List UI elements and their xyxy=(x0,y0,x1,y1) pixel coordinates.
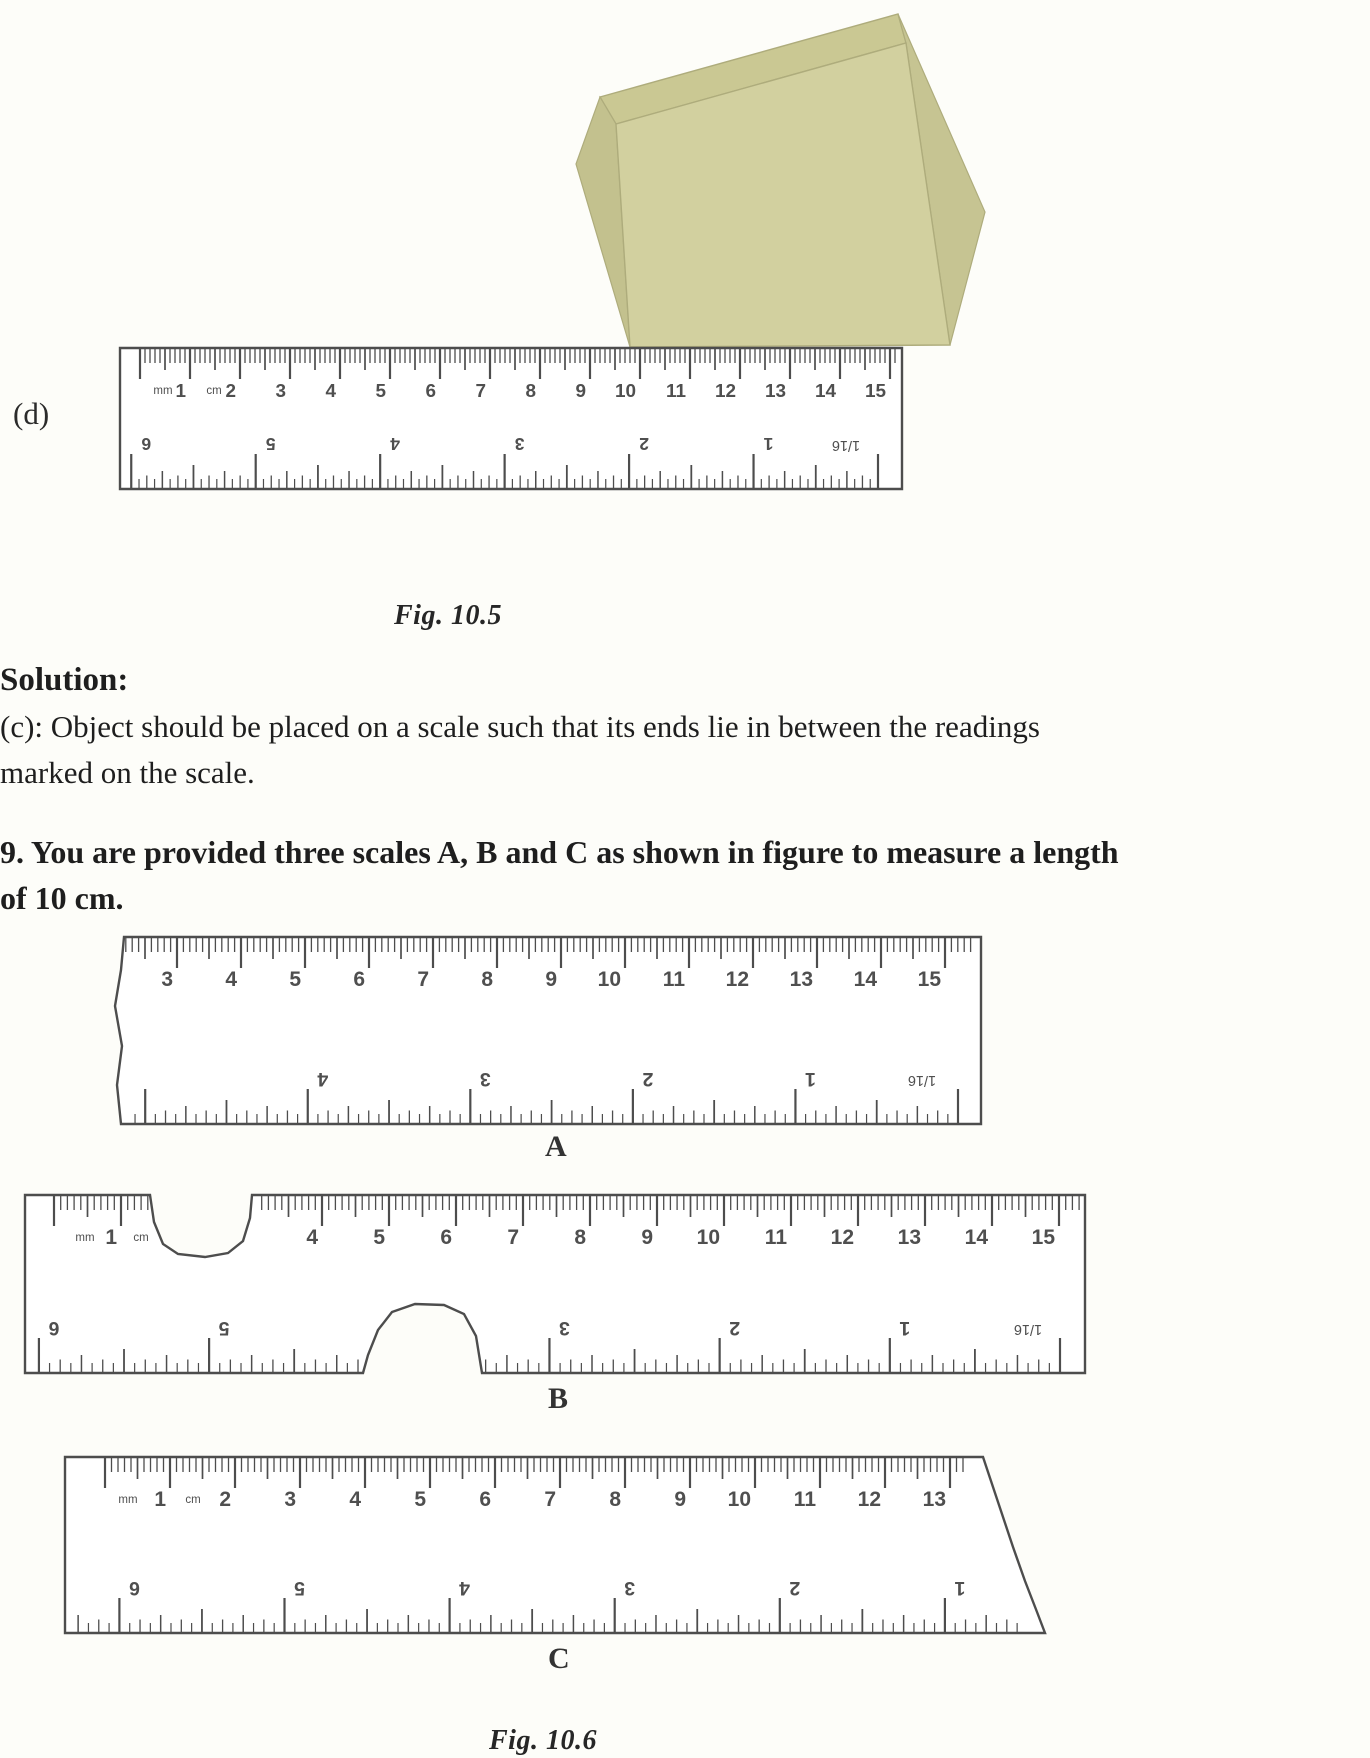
cm-number: 7 xyxy=(507,1226,519,1249)
cm-number: 4 xyxy=(325,381,336,402)
cm-number: 15 xyxy=(1031,1226,1055,1249)
solution-text-line1: (c): Object should be placed on a scale such that its ends lie in between the readings xyxy=(0,709,1040,744)
cm-number: 7 xyxy=(417,968,429,991)
cube-illustration xyxy=(540,0,1010,355)
cm-number: 15 xyxy=(917,968,941,991)
inch-number: 4 xyxy=(390,434,401,454)
cm-number: 9 xyxy=(674,1488,686,1511)
inch-number: 2 xyxy=(729,1317,741,1339)
panel-label-d: (d) xyxy=(13,396,50,431)
cm-number: 9 xyxy=(641,1226,653,1249)
cm-number: 9 xyxy=(575,381,586,402)
figure-caption-10-5: Fig. 10.5 xyxy=(394,600,502,631)
inch-number: 3 xyxy=(559,1317,570,1339)
sixteenth-label: 1/16 xyxy=(1013,1321,1043,1337)
question-text-line1: 9. You are provided three scales A, B and C as shown in figure to measure a length xyxy=(0,834,1119,870)
sixteenth-label: 1/16 xyxy=(831,437,861,453)
cm-number: 1 xyxy=(175,381,186,402)
question-text-line2: of 10 cm. xyxy=(0,880,124,916)
cm-number: 2 xyxy=(225,381,236,402)
cm-number: 5 xyxy=(414,1488,426,1511)
cm-number: 15 xyxy=(864,381,886,402)
cm-number: 11 xyxy=(793,1488,816,1511)
cm-number: 8 xyxy=(574,1226,586,1249)
inch-number: 5 xyxy=(265,434,276,454)
scale-c-label: C xyxy=(548,1642,570,1675)
cm-number: 5 xyxy=(289,968,301,991)
ruler-c xyxy=(58,1450,1058,1640)
cm-number: 9 xyxy=(545,968,557,991)
inch-number: 1 xyxy=(954,1577,966,1599)
cm-number: 12 xyxy=(725,968,749,991)
cm-number: 10 xyxy=(727,1488,751,1511)
unit-label: mm xyxy=(153,385,173,397)
cm-number: 11 xyxy=(662,968,685,991)
cm-number: 12 xyxy=(830,1226,854,1249)
inch-number: 2 xyxy=(642,1068,654,1090)
cm-number: 6 xyxy=(479,1488,491,1511)
cm-number: 13 xyxy=(764,381,786,402)
cm-number: 12 xyxy=(714,381,736,402)
cm-number: 12 xyxy=(857,1488,881,1511)
cm-number: 10 xyxy=(614,381,636,402)
inch-number: 3 xyxy=(479,1068,491,1090)
cm-number: 5 xyxy=(375,381,386,402)
inch-number: 5 xyxy=(294,1577,305,1599)
cm-number: 3 xyxy=(284,1488,296,1511)
unit-label: mm xyxy=(75,1232,95,1244)
unit-label: cm xyxy=(133,1232,149,1244)
cm-number: 10 xyxy=(597,968,621,991)
cm-number: 4 xyxy=(306,1226,318,1249)
cm-number: 7 xyxy=(544,1488,556,1511)
ruler-outline xyxy=(65,1457,1045,1633)
solution-text-line2: marked on the scale. xyxy=(0,755,255,790)
cm-number: 14 xyxy=(964,1226,988,1249)
cm-number: 11 xyxy=(764,1226,787,1249)
cm-number: 7 xyxy=(475,381,486,402)
inch-number: 6 xyxy=(48,1317,60,1339)
inch-number: 4 xyxy=(459,1577,471,1599)
inch-number: 3 xyxy=(624,1577,636,1599)
ruler-outline xyxy=(120,348,902,489)
cm-number: 10 xyxy=(696,1226,720,1249)
inch-number: 2 xyxy=(639,434,649,454)
cm-number: 1 xyxy=(105,1226,117,1249)
cm-number: 14 xyxy=(814,381,836,402)
cm-number: 4 xyxy=(349,1488,361,1511)
cm-number: 5 xyxy=(373,1226,385,1249)
inch-number: 2 xyxy=(789,1577,801,1599)
cm-number: 14 xyxy=(853,968,877,991)
cm-number: 3 xyxy=(275,381,286,402)
ruler-outline xyxy=(115,937,981,1124)
solution-heading: Solution: xyxy=(0,662,129,698)
inch-number: 1 xyxy=(899,1317,911,1339)
inch-number: 1 xyxy=(763,434,774,454)
ruler-d xyxy=(115,343,910,495)
scale-a-label: A xyxy=(545,1130,567,1163)
cm-number: 13 xyxy=(922,1488,946,1511)
figure-caption-10-6: Fig. 10.6 xyxy=(489,1725,597,1756)
inch-number: 6 xyxy=(128,1577,140,1599)
inch-number: 1 xyxy=(805,1068,816,1090)
cm-number: 11 xyxy=(666,381,686,402)
cm-number: 6 xyxy=(353,968,365,991)
inch-number: 5 xyxy=(218,1317,230,1339)
cm-number: 2 xyxy=(219,1488,231,1511)
cm-number: 1 xyxy=(154,1488,166,1511)
inch-number: 3 xyxy=(514,434,525,454)
inch-number: 6 xyxy=(141,434,152,454)
cm-number: 6 xyxy=(425,381,436,402)
cm-number: 8 xyxy=(609,1488,621,1511)
inch-number: 4 xyxy=(317,1068,329,1090)
unit-label: cm xyxy=(185,1494,201,1506)
unit-label: mm xyxy=(118,1494,138,1506)
ruler-a xyxy=(105,930,995,1132)
cm-number: 3 xyxy=(161,968,173,991)
cm-number: 4 xyxy=(225,968,237,991)
cm-number: 8 xyxy=(481,968,493,991)
scale-b-label: B xyxy=(548,1382,569,1415)
sixteenth-label: 1/16 xyxy=(907,1072,937,1088)
cm-number: 6 xyxy=(440,1226,452,1249)
cm-number: 8 xyxy=(525,381,536,402)
cm-number: 13 xyxy=(897,1226,921,1249)
ruler-b xyxy=(18,1188,1098,1380)
unit-label: cm xyxy=(206,385,222,397)
cm-number: 13 xyxy=(789,968,813,991)
